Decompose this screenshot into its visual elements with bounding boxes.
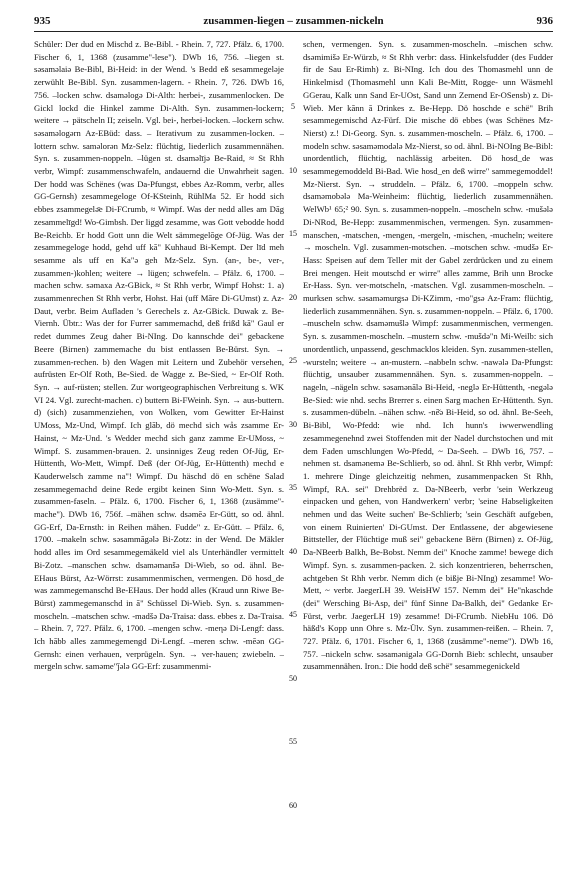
line-number: 25 bbox=[289, 356, 297, 365]
line-number: 10 bbox=[289, 166, 297, 175]
line-number: 40 bbox=[289, 547, 297, 556]
line-number: 5 bbox=[291, 102, 295, 111]
line-number: 50 bbox=[289, 674, 297, 683]
line-number: 60 bbox=[289, 801, 297, 810]
right-column-text: schen, vermengen. Syn. s. zusammen-moscheln. –mischen schw. dsǝmimišǝ Er-Würzb, ≈ St Rhh verbr: dass. Hinkelsfudder (des Fudder fir de Sau Er-Rimh) z. Bi-NIng. Ich dou des Thomasmehl unn de Hinkelmisd (Thomasmehl unn Kali Be-Mitt, Rogge- unn Wäsmehl GGerau, Kalk unn Sand Er-UOst, Sand unn Zemend Er-OSensb) z. Di-Wieb. Mer kānn ā Drinkes z. Be-Hepp. Dö hoschde e schë" Brih sesammegemischd Az-Fürf. Die mische dö ebbes (was Schënes Mz-Nierst) z.! Di-Georg. Syn. s. zusammen-moscheln. – Pfälz. 6, 1700. –modeln schw. sǝsamǝmodǝlǝ Mz-Nierst, so od. ähnl. Bi-NOIng Be-Bibl: unordentlich, flüchtig, nachlässig arbeiten. Dö hosd_de was sesammegemoddeld Bi-Bad. Wie hosd_en deß wirre" sammegemoddel! Mz-Nierst. Syn. → struddeln. – Pfälz. 6, 1700. –moppeln schw. dsamǝmobǝlǝ Ma-Weinheim: flüchtig, liederlich zusammennähen. WelWb¹ 65;² 90. Syn. s. zusammen-noppeln. –moscheln schw. -mušǝlǝ Di-NRod, Be-Hepp: zusammenmischen, vermengen. Syn. zusammen-manschen, -matschen, -mengen, -mergeln, -mischen, -mucheln; weitere → moscheln. Vgl. zusammen-motschen. –motschen schw. -mudšǝ Er-Hass: Speisen auf dem Teller mit der Gabel zerdrücken und zu einem Brei mengen. Heit moutschd er wirre" alles zamme, Brih unn Brocke Er-Hass. Syn. ver-motscheln, -matschen. Vgl. zusammen-moscheln. –murksen schw. sǝsamǝmurgsǝ Di-KZimm, -mo"gsǝ Az-Fram: flüchtig, liederlich zusammennähen. Syn. s. zusammen-noppeln. – Pfälz. 6, 1700. –muscheln schw. dsamǝmušlǝ Wimpf: zusammenmischen, vermengen. Syn. s. zusammen-moscheln. –mustern schw. -mušdǝ"n Mi-Weilb: sich unordentlich, unpassend, geschmacklos kleiden. Syn. zusammen-stellen, -wursteln; weitere → an-mustern. –nabbeln schw. -nawǝlǝ Da-Pfungst: flüchtig, unsauber zusammennähen. Syn. s. zusammen-noppeln. –nageln, –nägeln schw. sǝsamǝnālǝ Bi-Heid, -neglǝ Er-Hüttenth, -neǥǝlǝ Be-Sied: wie nhd. sechs Brerrer s. einen Sarg machen Er-Hüttenth. Syn. s. zusammen-dübeln. –nähen schw. -nē̆ǝ Bi-Heid, so od. ähnl. Be-Seeh, Bi-Bibl, Wo-Pfedd: wie nhd. Ich hunn's iwwerwendling zesammegenehnd zwei Stoffenden mit der Nadel durchstochen und mit dem Faden umschlungen Wo-Pfedd, ~ Da-Seeh. – DWb 16, 757. –nehmen st. dsamǝnemǝ Be-Schlierb, so od. ähnl. St Rhh verbr, Wimpf: 1. mehrere Dinge gleichzeitig nehmen, zusammenpacken St Rhh, Wimpf, RA. sei" Drehbrëd z. Da-NBeerb, verbr 'sein Werkzeug einpacken und gehen, von Handwerkern' verbr; 'seine Habseligkeiten nehmen und das Weite suchen' Be-Schlierb; 'sein Geschäft aufgeben, von einem Ruinierten' Di-GUmst. Der Entlassene, der abgewiesene Bittsteller, der Flüchtige muß sei" gebackene Bërn (Birnen) z. Of-Jüg, Da-NBeerb Balkh, Be-Bobst. Nemm dei" Knoche zamme! bewege dich Wimpf. Syn. s. zusammen-packen. 2. sich konzentrieren, beherrschen, achtgeben St Rhh verbr. Nemm dich (e bißje Bi-NIng) zesamme! Wo-Mett, ~ verbr. JaegerLH 39. WeisHW 157. Nemm dei" He"nkaschde (dei" Wersching Bi-Asp, dei" fünf Sinne Da-Balkh, dei" Gedanke Er-Fürst, verbr. JaegerLH 19) zesamme! Di-FCrumb. NiebHu 106. Dö häßd's Kopp unn Ohre s. Mz-Ülv. Syn. zusammen-reißen. – Rhein. 7, 727. Pfälz. 6, 1701. Fischer 6, 1, 1368 (zusämme"-neme"). DWb 16, 757. –nickeln schw. sǝsamǝnigǝlǝ GG-Dornh Bieb: schlecht, unsauber zusammennähen. Iron.: Die hodd deß schë" sesammegenickeld bbox=[303, 39, 553, 672]
left-column-text: Schüler: Der dud en Mischd z. Be-Bibl. - Rhein. 7, 727. Pfälz. 6, 1700. Fischer 6, 1, 1368 (zusamme"-lese"). DWb 16, 756. –liegen st. sǝsamǝlaiǝ Be-Bibl, Bi-Heid: in der Wend. 's Bedd eß sesammegelǝje zerwühlt Be-Bibl. Syn. zusammen-lagern. - Rhein. 7, 726. DWb 16, 756. –locken schw. dsamǝlogǝ Di-Alth: herbei-, zusammenlocken. De Gickl lockd die Hinkel zamme Di-Alth. Syn. zusammen-lockern; weitere → pätscheln II; zeiseln. Vgl. bei-, herbei-locken. –lockern schw. sǝsamǝlogǝrn Az-EBüd: dass. – Iterativum zu zusammen-locken. –lottern schw. samǝlorǝn Mz-Selz: flüchtig, liederlich zusammennähen. Syn. s. zusammen-noppeln. –lügen st. dsamǝlījǝ Be-Raid, ≈ St Rhh verbr, Wimpf: zusammenschwafeln, andauernd die Unwahrheit sagen. Der hodd was Schënes (was Da-Pfungst, ebbes Az-Romm, verbr, alles GG-Gernsh) zesammegeloge Of-KSteinh, RühlMa 52. Er hodd sich ebbes zsammegelǝ̄e Di-FCrumb, ≈ Wimpf. Was der nedd alles am Dāg zesammelīgd! Wo-Gimbsh. Der liggd zesamme, was Gott vebodde hodd Be-Reichb. Er hodd Gott unn die Welt sämmegelōge Of-Jüg. Was der zesammegeloge hodd, gehd uff kā" Kuhhaud Bi-Kempt. Der līd meh sesamme als uff en Ka"ǝ geh Mz-Selz. Syn. (an-, be-, ver-, zusammen-)kohlen; weitere → lügen; schwefeln. – Pfälz. 6, 1700. –machen schw. sǝmaxa Az-GBick, ≈ St Rhh verbr, Wimpf Hohst: 1. a) zusammenrechen St Rhh verbr, Hohst. Hai (uff Māre Di-GUmst) z. Az-Daut, verbr. Beim Aufladen 's Gerechels z. Az-GBick. Duwak z. Be-Viernh. Übtr.: Was der for Furrer sammemachd, deß frißd kā" Gaul er redet dummes Zeug daher Bi-NIng. Do kannschde dei" gebackene Beere (Birnen) zammemache du bist entlassen Be-Bürst. Syn. → zusammen-rechen. b) den Wagen mit Leitern und Zubehör versehen, aufrüsten Er-Olf Roth, Be-Sied. de Wagge z. Be-Sied, ~ Er-Olf Roth. Syn. → auf-rüsten; stellen. Zur wortgeographischen Verbreitung s. WK VI 24. Vgl. zurecht-machen. c) buttern Bi-FWeinh. Syn. → aus-buttern. d) (sich) zusammenziehen, von Wolken, vom Gewitter Er-Hainst UMoss, Mz-Und, Wimpf. Ich glāb, dö mechd sich wås zsamme Er-Hainst, ~ Mz-Und. 's Wedder mechd sich ganz zamme Er-UMoss, ~ Wimpf. S. zusammen-brauen. 2. unsinniges Zeug reden Of-Jüg, Er-Hüttenth, Wo-Mett, Wimpf. Deß (der Of-Jüg, Er-Hüttenth) mechd e Kauderwelsch zamme na"! Wimpf. Du häschd dö en schëne Salad zesammegemachd deine Rede ergibt keinen Sinn Wo-Mett. Syn. s. zusammen-faseln. – Pfälz. 6, 1700. Fischer 6, 1, 1368 (zusämme"-mache"). DWb 16, 756f. –mähen schw. dsǝmēǝ Er-Gütt, so od. ähnl. GG-Erf, Da-Ernsth: in Reihen mähen. Fudde" z. Er-Gütt. – Pfälz. 6, 1700. –makeln schw. sǝsammāgǝlǝ Bi-Zotz: in der Wend. De Mäkler hodd alles im Ord sesammegemäkeld viel als Unterhändler vermittelt Bi-Zotz. –manschen schw. dsamǝmanšǝ Di-Wieb, so od. ähnl. Be-EHaus Bürst, Az-Wörrst: zusammenmischen, vermengen. Dö hosd_de was zammegemanschd Be-EHaus. Der hodd alles (Kraud unn Riwe Be-Bürst) zammegemanschd in ā" Schüssel Di-Wieb. Syn. s. zusammen-moscheln. –matschen schw. -madšǝ Da-Traisa: dass. ebbes z. Da-Traisa. – Rhein. 7, 727. Pfälz. 6, 1700. –mengen schw. -meηǝ Di-Lengf: dass. Ich hābb alles zammegemengd Di-Lengf. –meren schw. -mēǝn GG-Gernsh: einen verhauen, verprügeln. Syn. → ver-hauen; zwiebeln. –mergeln schw. samǝme"ǰǝlǝ GG-Erf: zusammenmi- bbox=[34, 39, 284, 672]
header-rule bbox=[34, 31, 553, 32]
line-number: 15 bbox=[289, 229, 297, 238]
line-number: 55 bbox=[289, 737, 297, 746]
line-number-gutter bbox=[286, 38, 300, 858]
running-title: zusammen-liegen – zusammen-nickeln bbox=[203, 15, 384, 27]
running-header bbox=[34, 14, 553, 28]
line-number: 35 bbox=[289, 483, 297, 492]
line-number: 20 bbox=[289, 293, 297, 302]
page-number-left: 935 bbox=[34, 15, 51, 27]
page-number-right: 936 bbox=[536, 15, 553, 27]
line-number: 45 bbox=[289, 610, 297, 619]
line-number: 30 bbox=[289, 420, 297, 429]
